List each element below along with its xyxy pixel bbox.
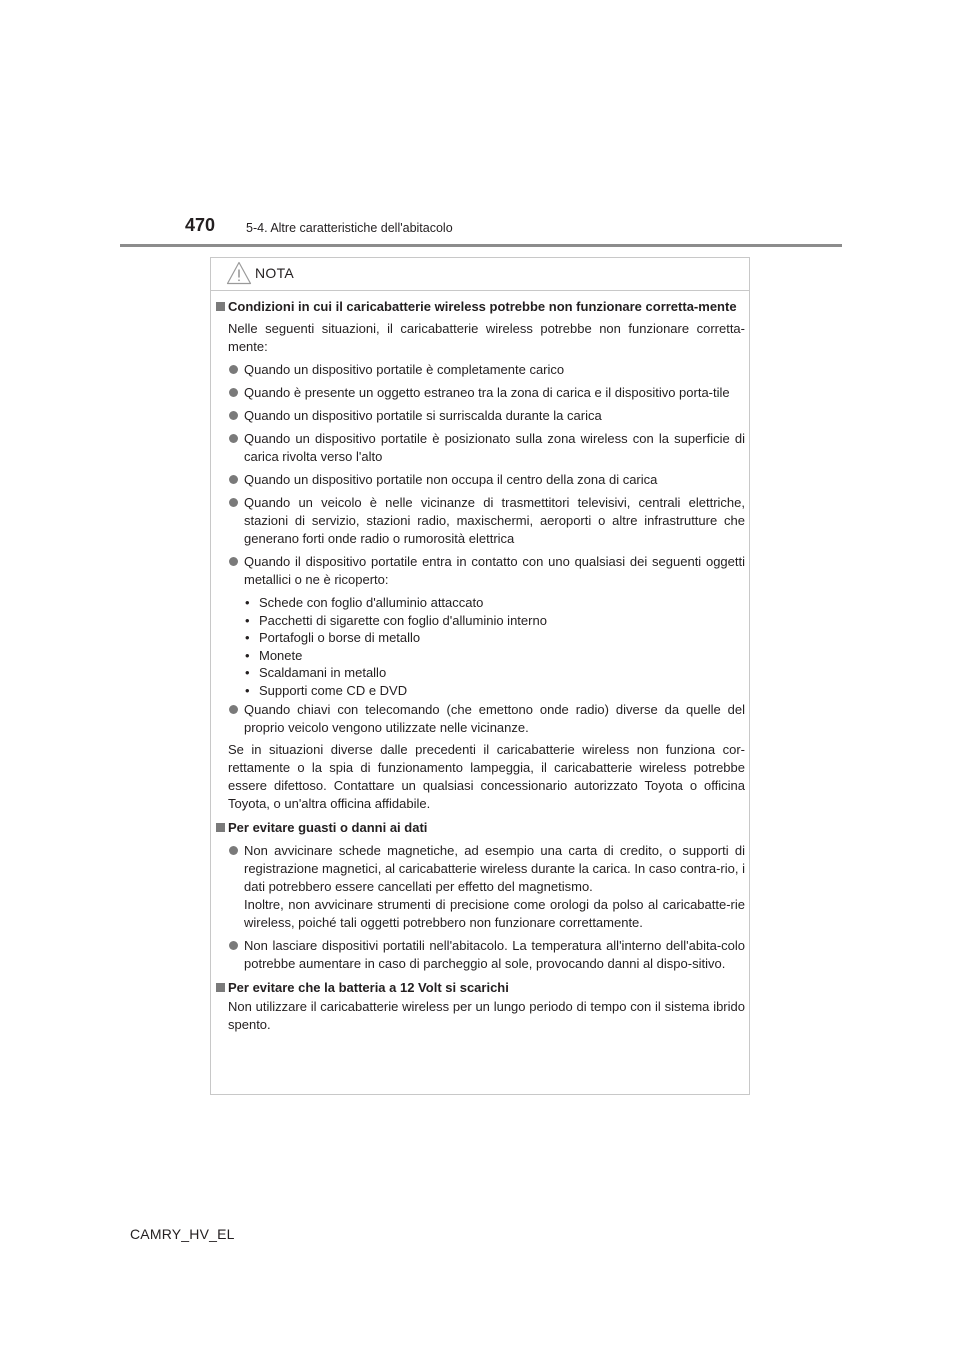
list-item [216, 937, 745, 973]
section-title: 5-4. Altre caratteristiche dell'abitacolo [246, 221, 453, 235]
list-item-text: Quando un dispositivo portatile è posizionato sulla zona wireless con la superficie di carica rivolta verso l'alto [244, 431, 745, 464]
sub-bullet-icon: • [245, 665, 250, 681]
sub-list-item [216, 682, 745, 700]
round-bullet-icon [229, 365, 238, 374]
note-header [211, 258, 749, 291]
square-bullet-icon [216, 302, 225, 311]
note-content [216, 298, 745, 1034]
warning-triangle-icon [226, 261, 252, 285]
sub-list-item [216, 594, 745, 612]
list-item [216, 384, 745, 402]
list-item [216, 407, 745, 425]
sub-list-item-text: Schede con foglio d'alluminio attaccato [259, 595, 484, 610]
round-bullet-icon [229, 705, 238, 714]
section-heading-text: Per evitare guasti o danni ai dati [228, 819, 428, 835]
sub-bullet-icon: • [245, 595, 250, 610]
section-heading [216, 979, 745, 997]
list-item [216, 701, 745, 737]
sub-list-item-text: Monete [259, 647, 303, 663]
round-bullet-icon [229, 388, 238, 397]
list-item-text: Non avvicinare schede magnetiche, ad esempio una carta di credito, o supporti di registrazione magnetici, al caricabatterie wireless durante la carica. In caso contra-rio, i dati potrebbero essere cancellati per effetto del magnetismo. [244, 842, 745, 894]
header-rule [120, 244, 842, 247]
list-item-text: Non lasciare dispositivi portatili nell'abitacolo. La temperatura all'interno dell'abita-colo potrebbe aumentare in caso di parcheggio al sole, provocando danni al dispo-sitivo. [244, 937, 745, 971]
section-heading-text: Condizioni in cui il caricabatterie wireless potrebbe non funzionare corretta-mente [228, 299, 737, 314]
list-item-text: Quando un veicolo è nelle vicinanze di trasmettitori televisivi, centrali elettriche, stazioni di servizio, stazioni radio, maxischermi, aeroporti o altre infrastrutture che generano forti onde radio o rumorosità elettrica [244, 495, 745, 546]
list-item [216, 471, 745, 489]
sub-list [216, 594, 745, 700]
round-bullet-icon [229, 411, 238, 420]
round-bullet-icon [229, 557, 238, 566]
round-bullet-icon [229, 434, 238, 443]
square-bullet-icon [216, 983, 225, 992]
round-bullet-icon [229, 941, 238, 950]
list-item-text: Quando è presente un oggetto estraneo tra la zona di carica e il dispositivo porta-tile [244, 385, 730, 400]
note-box [210, 257, 750, 1095]
sub-list-item-text: Supporti come CD e DVD [259, 682, 408, 698]
list-item-text: Quando il dispositivo portatile entra in contatto con uno qualsiasi dei seguenti oggetti metallici o ne è ricoperto: [244, 554, 745, 587]
paragraph: Non utilizzare il caricabatterie wireless per un lungo periodo di tempo con il sistema ibrido spento. [228, 998, 745, 1032]
paragraph: Se in situazioni diverse dalle precedenti il caricabatterie wireless non funziona cor-rettamente o la spia di funzionamento lampeggia, il caricabatterie wireless potrebbe essere difettoso. Contattare un qualsiasi concessionario autorizzato Toyota o officina Toyota, o un'altra officina affidabile. [228, 741, 745, 811]
list-item-text: Quando un dispositivo portatile non occupa il centro della zona di carica [244, 472, 658, 487]
section-heading [216, 298, 745, 316]
note-label: NOTA [255, 265, 295, 281]
list-item [216, 494, 745, 548]
list-item [216, 430, 745, 466]
paragraph: Nelle seguenti situazioni, il caricabatterie wireless potrebbe non funzionare corretta-mente: [228, 321, 745, 354]
list-item-text: Quando un dispositivo portatile si surriscalda durante la carica [244, 408, 602, 423]
square-bullet-icon [216, 823, 225, 832]
section-heading-text: Per evitare che la batteria a 12 Volt si scarichi [228, 979, 509, 995]
list-item [216, 361, 745, 379]
sub-bullet-icon: • [245, 630, 250, 646]
sub-list-item [216, 647, 745, 665]
round-bullet-icon [229, 846, 238, 855]
page-number: 470 [185, 215, 216, 235]
sub-bullet-icon: • [245, 647, 250, 663]
sub-list-item [216, 612, 745, 630]
sub-list-item [216, 664, 745, 682]
list-item [216, 553, 745, 589]
list-item [216, 842, 745, 932]
list-item-continuation: Inoltre, non avvicinare strumenti di precisione come orologi da polso al caricabatte-rie wireless, poiché tali oggetti potrebbero non funzionare correttamente. [244, 896, 745, 930]
round-bullet-icon [229, 498, 238, 507]
sub-bullet-icon: • [245, 682, 250, 698]
sub-list-item-text: Portafogli o borse di metallo [259, 630, 421, 646]
list-item-text: Quando chiavi con telecomando (che emettono onde radio) diverse da quelle del proprio veicolo vengono utilizzate nelle vicinanze. [244, 701, 745, 735]
round-bullet-icon [229, 475, 238, 484]
sub-list-item-text: Scaldamani in metallo [259, 665, 387, 681]
section-heading [216, 819, 745, 837]
model-code: CAMRY_HV_EL [130, 1226, 235, 1242]
sub-list-item-text: Pacchetti di sigarette con foglio d'alluminio interno [259, 612, 547, 628]
sub-list-item [216, 629, 745, 647]
sub-bullet-icon: • [245, 612, 250, 628]
list-item-text: Quando un dispositivo portatile è completamente carico [244, 362, 565, 377]
